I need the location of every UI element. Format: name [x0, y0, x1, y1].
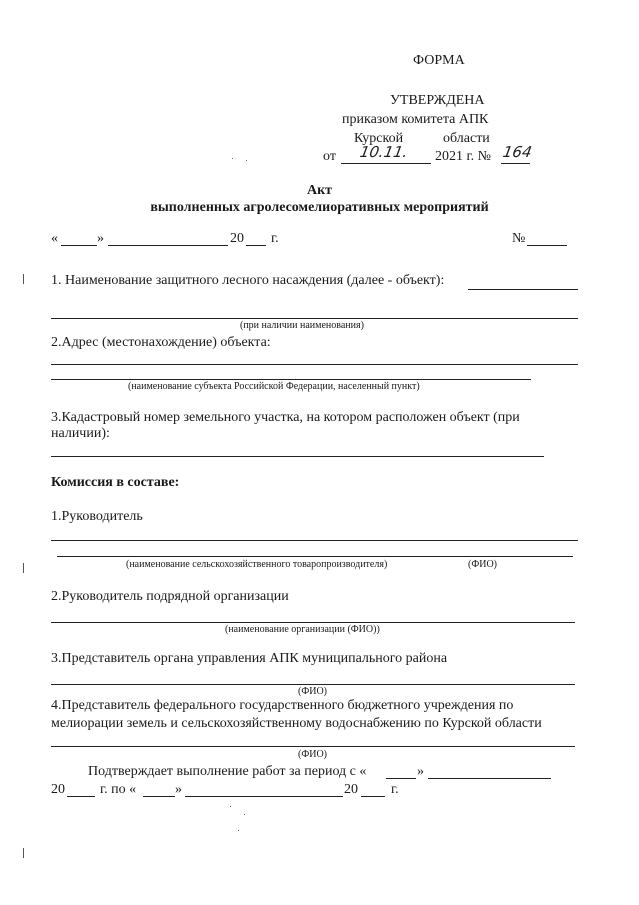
member-1-hint-org: (наименование сельскохозяйственного товаропроизводителя) — [126, 559, 388, 570]
section-3-label-line-1: 3.Кадастровый номер земельного участка, на котором расположен объект (при — [51, 410, 520, 425]
scan-speck — [232, 158, 233, 159]
period-start-close-quote: » — [417, 764, 424, 779]
act-number-sign: № — [512, 231, 526, 246]
section-1-inline-blank — [468, 289, 578, 290]
section-2-label: 2.Адрес (местонахождение) объекта: — [51, 335, 271, 350]
period-end-year-prefix: 20 — [344, 782, 358, 797]
member-1-blank-1 — [51, 540, 578, 541]
member-4-blank — [51, 746, 575, 747]
order-label: приказом комитета АПК — [342, 112, 489, 127]
approved-label: УТВЕРЖДЕНА — [390, 93, 485, 108]
member-4-label-line-1: 4.Представитель федерального государственного бюджетного учреждения по — [51, 698, 514, 713]
scan-speck — [246, 160, 247, 161]
scan-speck — [244, 814, 245, 815]
year-number-label: 2021 г. № — [435, 149, 492, 164]
date-underline — [341, 163, 431, 164]
month-blank — [108, 245, 228, 246]
period-end-close-quote: » — [175, 782, 182, 797]
member-3-blank — [51, 684, 575, 685]
section-1-blank — [51, 318, 578, 319]
member-4-label-line-2: мелиорации земель и сельскохозяйственному водоснабжению по Курской области — [51, 716, 542, 731]
scan-mark — [23, 274, 24, 284]
number-underline — [501, 163, 530, 164]
member-1-hint-fio: (ФИО) — [468, 559, 498, 570]
scan-speck — [230, 806, 231, 807]
region-name: Курской — [354, 131, 404, 146]
member-3-label: 3.Представитель органа управления АПК муниципального района — [51, 651, 448, 666]
member-1-blank-2 — [57, 556, 573, 557]
period-start-year-blank — [67, 796, 95, 797]
section-3-label-line-2: наличии): — [51, 426, 110, 441]
day-blank — [61, 245, 97, 246]
section-1-hint: (при наличии наименования) — [240, 320, 364, 331]
period-to-label: г. по « — [100, 782, 137, 797]
year-suffix: г. — [271, 231, 279, 246]
year-blank — [246, 245, 266, 246]
year-prefix: 20 — [230, 231, 244, 246]
member-1-label: 1.Руководитель — [51, 509, 143, 524]
period-start-year-prefix: 20 — [51, 782, 65, 797]
document-title: Акт — [306, 183, 333, 198]
period-end-year-suffix: г. — [391, 782, 399, 797]
section-1-label: 1. Наименование защитного лесного насаждения (далее - объект): — [51, 273, 445, 288]
date-open-quote: « — [51, 231, 58, 246]
member-3-hint: (ФИО) — [298, 686, 328, 697]
handwritten-date: 10.11. — [358, 143, 410, 161]
section-2-blank-1 — [51, 364, 578, 365]
period-end-year-blank — [361, 796, 385, 797]
period-start-day-blank — [386, 778, 416, 779]
scan-mark — [23, 563, 24, 573]
member-2-label: 2.Руководитель подрядной организации — [51, 589, 289, 604]
member-2-blank — [51, 622, 575, 623]
act-number-blank — [527, 245, 567, 246]
member-2-hint: (наименование организации (ФИО)) — [225, 624, 380, 635]
date-close-quote: » — [97, 231, 104, 246]
period-end-day-blank — [143, 796, 175, 797]
section-2-hint: (наименование субъекта Российской Федерации, населенный пункт) — [128, 381, 420, 392]
period-confirm-label: Подтверждает выполнение работ за период с « — [88, 764, 367, 779]
period-start-month-blank — [428, 778, 551, 779]
from-label: от — [323, 149, 336, 164]
scan-mark — [23, 848, 24, 858]
period-end-month-blank — [185, 796, 343, 797]
oblast-label: области — [443, 131, 490, 146]
scan-speck — [238, 830, 239, 831]
commission-heading: Комиссия в составе: — [51, 475, 180, 490]
section-2-blank-2 — [51, 379, 531, 380]
member-4-hint: (ФИО) — [298, 749, 328, 760]
handwritten-number: 164 — [501, 143, 534, 161]
section-3-blank — [51, 456, 544, 457]
document-subtitle: выполненных агролесомелиоративных мероприятий — [150, 200, 489, 215]
form-label: ФОРМА — [413, 53, 465, 68]
